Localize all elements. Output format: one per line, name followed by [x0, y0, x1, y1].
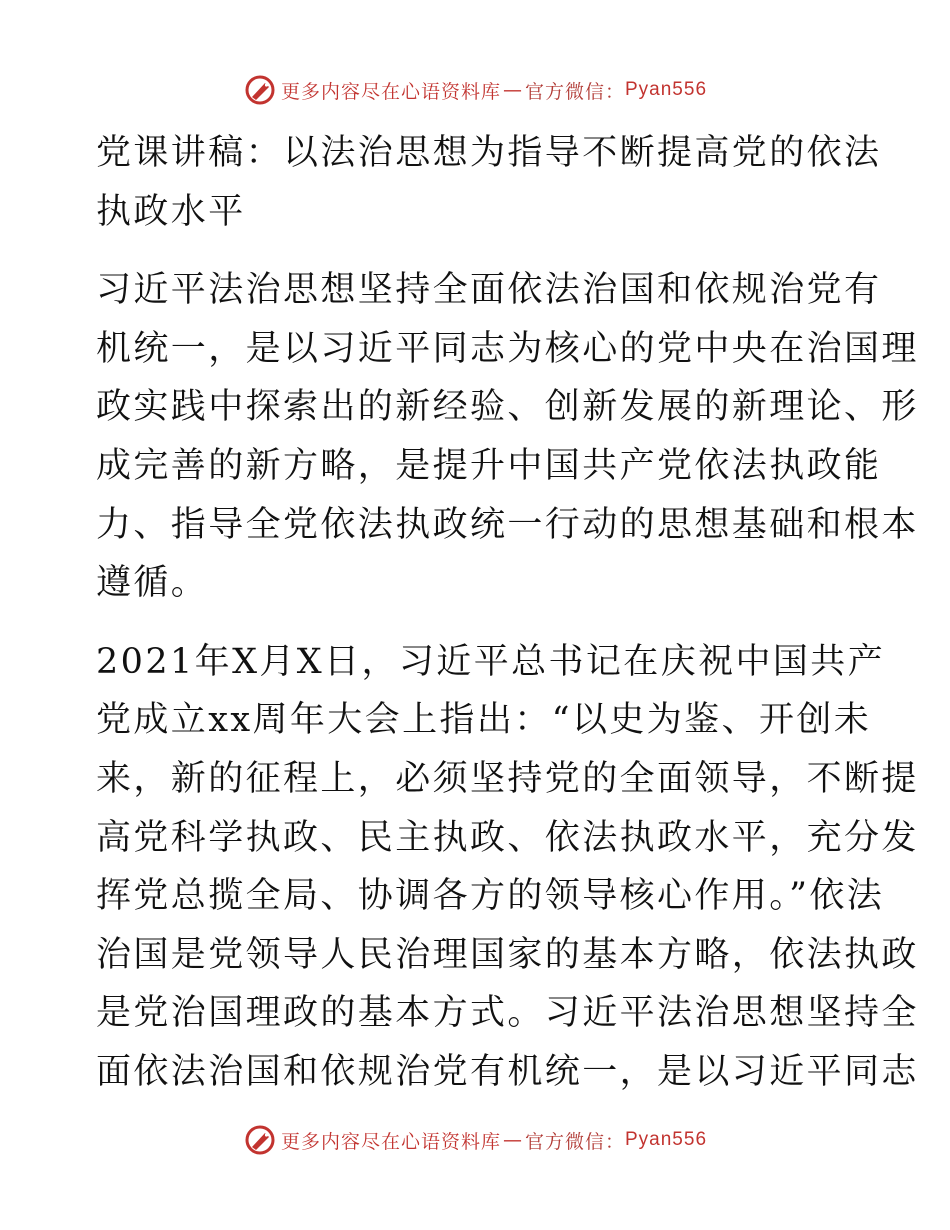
paragraph-line: 2021年X月X日，习近平总书记在庆祝中国共产 [96, 641, 886, 682]
paragraph-line: 遵循。 [96, 563, 209, 604]
paragraph-line: 力、指导全党依法执政统一行动的思想基础和根本 [96, 504, 919, 545]
paragraph-line: 政实践中探索出的新经验、创新发展的新理论、形 [96, 387, 919, 428]
wechat-label: 官方微信： [524, 80, 625, 103]
banner-separator: — [502, 1129, 523, 1151]
banner-text: 更多内容尽在心语资料库 [280, 80, 501, 103]
footer-banner [0, 1120, 950, 1160]
paragraph-line: 习近平法治思想坚持全面依法治国和依规治党有 [96, 270, 882, 311]
paragraph-1 [96, 261, 919, 613]
banner-text: 更多内容尽在心语资料库 [280, 1130, 501, 1153]
header-banner [0, 70, 950, 110]
paragraph-line: 面依法治国和依规治党有机统一，是以习近平同志 [96, 1051, 919, 1092]
paragraph-line: 高党科学执政、民主执政、依法执政水平，充分发 [96, 817, 919, 858]
banner-separator: — [502, 79, 523, 101]
document-body [96, 124, 919, 1102]
paragraph-line: 党成立xx周年大会上指出：“以史为鉴、开创未 [96, 700, 872, 741]
title-line: 党课讲稿：以法治思想为指导不断提高党的依法 [96, 133, 882, 173]
wechat-id: Pyan556 [625, 79, 708, 100]
pen-nib-seal-icon [243, 73, 277, 107]
title-line: 执政水平 [96, 191, 246, 232]
paragraph-2 [96, 633, 919, 1102]
paragraph-line: 来，新的征程上，必须坚持党的全面领导，不断提 [96, 758, 919, 799]
paragraph-line: 机统一，是以习近平同志为核心的党中央在治国理 [96, 328, 919, 369]
wechat-label: 官方微信： [524, 1130, 625, 1153]
wechat-id: Pyan556 [625, 1129, 708, 1150]
paragraph-line: 挥党总揽全局、协调各方的领导核心作用。”依法 [96, 876, 885, 917]
paragraph-line: 是党治国理政的基本方式。习近平法治思想坚持全 [96, 993, 919, 1034]
paragraph-line: 成完善的新方略，是提升中国共产党依法执政能 [96, 445, 882, 486]
pen-nib-seal-icon [243, 1123, 277, 1157]
paragraph-line: 治国是党领导人民治理国家的基本方略，依法执政 [96, 934, 919, 975]
document-title [96, 124, 882, 241]
